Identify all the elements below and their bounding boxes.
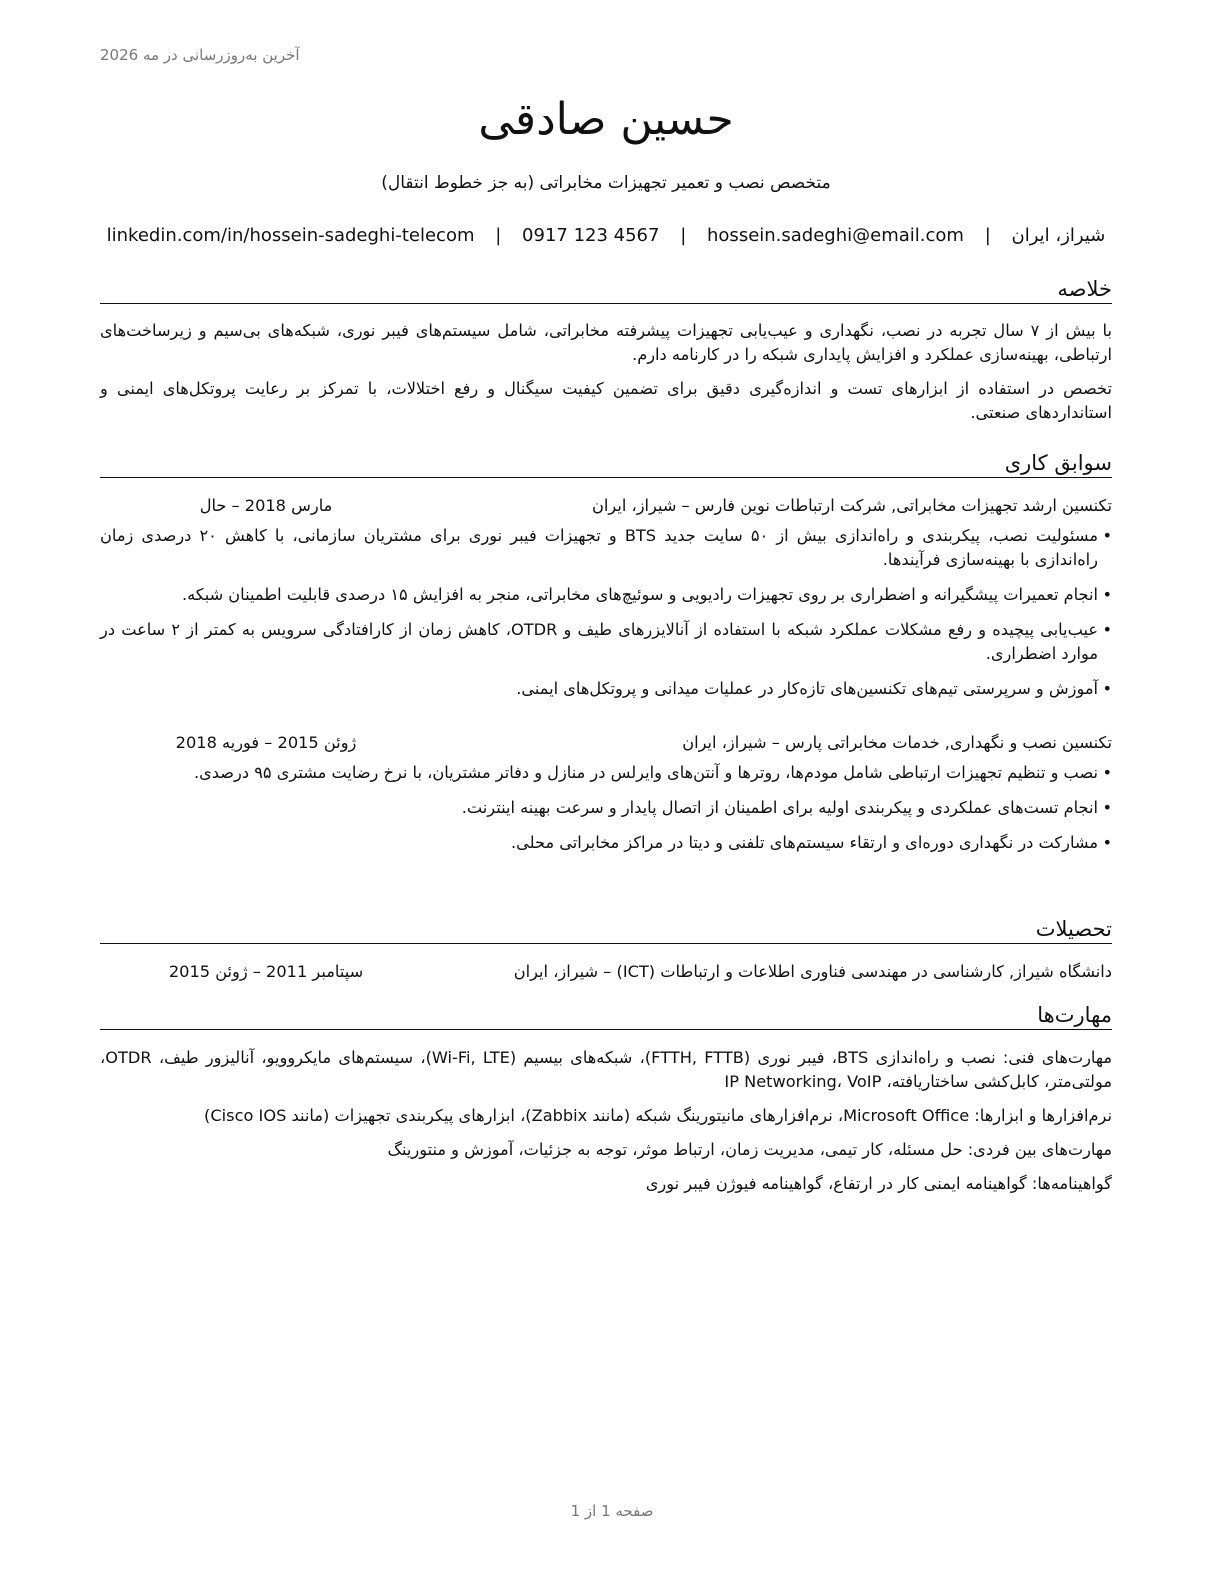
contact-linkedin[interactable]: linkedin.com/in/hossein-sadeghi-telecom <box>106 225 475 246</box>
education-entry <box>100 960 1112 984</box>
list-item: • نصب و تنظیم تجهیزات ارتباطی شامل مودم‌ها، روترها و آنتن‌های وایرلس در منازل و دفاتر مشتریان، با نرخ رضایت مشتری ۹۵ درصدی. <box>100 761 1112 785</box>
education-dates: سپتامبر 2011 – ژوئن 2015 <box>168 962 364 981</box>
skills-line: گواهینامه‌ها: گواهینامه ایمنی کار در ارتفاع، گواهینامه فیوژن فیبر نوری <box>645 1174 1112 1193</box>
list-item: • عیب‌یابی پیچیده و رفع مشکلات عملکرد شبکه با استفاده از آنالایزرهای طیف و OTDR، کاهش زمان از کارافتادگی سرویس به کمتر از ۲ ساعت در موارد اضطراری. <box>100 618 1112 666</box>
section-title: مهارت‌ها <box>100 1002 1112 1030</box>
list-item: • مشارکت در نگهداری دوره‌ای و ارتقاء سیستم‌های تلفنی و دیتا در مراکز مخابراتی محلی. <box>100 831 1112 855</box>
last-updated: آخرین به‌روزرسانی در مه 2026 <box>100 46 300 64</box>
contact-separator: | <box>680 225 687 246</box>
resume-page <box>100 0 1112 1584</box>
skills-line: مهارت‌های بین فردی: حل مسئله، کار تیمی، مدیریت زمان، ارتباط موثر، توجه به جزئیات، آموزش و منتورینگ <box>387 1140 1112 1159</box>
list-item: • انجام تست‌های عملکردی و پیکربندی اولیه برای اطمینان از اتصال پایدار و سرعت بهینه اینترنت. <box>100 796 1112 820</box>
job-bullets <box>100 524 1112 701</box>
contact-email[interactable]: hossein.sadeghi@email.com <box>707 225 964 246</box>
contact-phone[interactable]: 0917 123 4567 <box>522 225 660 246</box>
job-tagline: متخصص نصب و تعمیر تجهیزات مخابراتی (به جز خطوط انتقال) <box>381 173 831 193</box>
skills-line: نرم‌افزارها و ابزارها: Microsoft Office، نرم‌افزارهای مانیتورینگ شبکه (مانند Zabbix)، ابزارهای پیکربندی تجهیزات (مانند Cisco IOS) <box>204 1106 1112 1125</box>
job-header <box>100 494 1112 518</box>
job-header <box>100 731 1112 755</box>
education-degree: دانشگاه شیراز, کارشناسی در مهندسی فناوری اطلاعات و ارتباطات (ICT) – شیراز، ایران <box>513 962 1112 981</box>
skills-section <box>100 1002 1112 1196</box>
list-item: • مسئولیت نصب، پیکربندی و راه‌اندازی بیش از ۵۰ سایت جدید BTS و تجهیزات فیبر نوری برای مشتریان سازمانی، با کاهش ۲۰ درصدی زمان راه‌اندازی با بهینه‌سازی فرآیندها. <box>100 524 1112 572</box>
experience-section <box>100 450 1112 855</box>
job-title: تکنسین نصب و نگهداری, خدمات مخابراتی پارس – شیراز، ایران <box>682 733 1112 752</box>
summary-paragraph: با بیش از ۷ سال تجربه در نصب، نگهداری و عیب‌یابی تجهیزات پیشرفته مخابراتی، شامل سیستم‌های فیبر نوری، شبکه‌های بی‌سیم و زیرساخت‌های ارتباطی، بهینه‌سازی عملکرد و افزایش پایداری شبکه را در کارنامه دارم. <box>100 321 1112 364</box>
contact-line <box>100 223 1112 249</box>
job-bullets <box>100 761 1112 855</box>
job-dates: مارس 2018 – حال <box>199 496 333 515</box>
summary-paragraph: تخصص در استفاده از ابزارهای تست و اندازه‌گیری دقیق برای تضمین کیفیت سیگنال و رفع اختلالات، با تمرکز بر رعایت پروتکل‌های ایمنی و استانداردهای صنعتی. <box>100 379 1112 422</box>
contact-location: شیراز، ایران <box>1011 225 1106 246</box>
page-number: صفحه 1 از 1 <box>570 1502 654 1520</box>
list-item: • انجام تعمیرات پیشگیرانه و اضطراری بر روی تجهیزات رادیویی و سوئیچ‌های مخابراتی، منجر به افزایش ۱۵ درصدی قابلیت اطمینان شبکه. <box>100 583 1112 607</box>
list-item: • آموزش و سرپرستی تیم‌های تکنسین‌های تازه‌کار در عملیات میدانی و پروتکل‌های ایمنی. <box>100 677 1112 701</box>
summary-section <box>100 276 1112 425</box>
job-dates: ژوئن 2015 – فوریه 2018 <box>175 733 357 752</box>
section-title: خلاصه <box>100 276 1112 304</box>
section-title: سوابق کاری <box>100 450 1112 478</box>
section-title: تحصیلات <box>100 916 1112 944</box>
education-section <box>100 916 1112 984</box>
contact-separator: | <box>495 225 502 246</box>
skills-line: مهارت‌های فنی: نصب و راه‌اندازی BTS، فیبر نوری (FTTH, FTTB)، شبکه‌های بیسیم (Wi-Fi, LTE)، سیستم‌های مایکروویو، آنالیزور طیف، OTDR، مولتی‌متر، کابل‌کشی ساختاریافته، IP Networking، VoIP <box>100 1048 1112 1091</box>
person-name: حسین صادقی <box>478 94 734 145</box>
job-title: تکنسین ارشد تجهیزات مخابراتی, شرکت ارتباطات نوین فارس – شیراز، ایران <box>592 496 1112 515</box>
contact-separator: | <box>984 225 991 246</box>
